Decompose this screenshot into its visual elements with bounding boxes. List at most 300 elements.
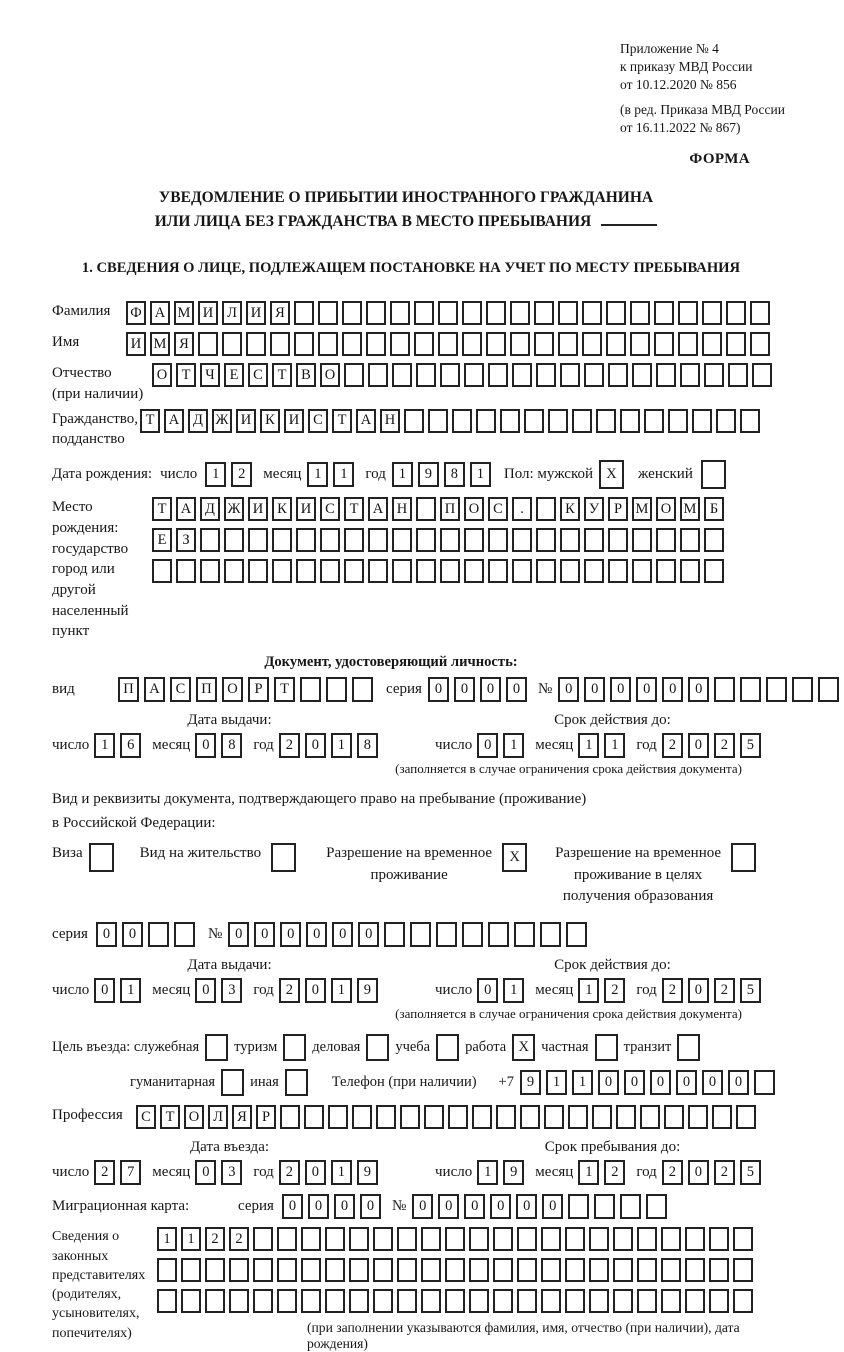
- purpose-tourism-box[interactable]: [283, 1034, 306, 1061]
- birth-place-char-box[interactable]: [152, 559, 172, 583]
- stay-day-box[interactable]: 1: [477, 1160, 498, 1185]
- entry-day-box[interactable]: 7: [120, 1160, 141, 1185]
- profession-char-box[interactable]: [304, 1105, 324, 1129]
- doc-issue-year-box[interactable]: 2: [279, 733, 300, 758]
- representatives-char-box[interactable]: [733, 1227, 753, 1251]
- birth-place-char-box[interactable]: П: [440, 497, 460, 521]
- residence-valid-year-box[interactable]: 5: [740, 978, 761, 1003]
- birth-year-box[interactable]: 9: [418, 462, 439, 487]
- birth-place-char-box[interactable]: А: [176, 497, 196, 521]
- birth-place-char-box[interactable]: [344, 559, 364, 583]
- name-char-box[interactable]: [438, 332, 458, 356]
- doc-number-box[interactable]: [766, 677, 787, 702]
- name-char-box[interactable]: И: [126, 332, 146, 356]
- residence-number-box[interactable]: 0: [280, 922, 301, 947]
- surname-char-box[interactable]: [534, 301, 554, 325]
- doc-seria-box[interactable]: 0: [454, 677, 475, 702]
- surname-char-box[interactable]: [582, 301, 602, 325]
- birth-place-char-box[interactable]: Д: [200, 497, 220, 521]
- representatives-char-box[interactable]: [733, 1258, 753, 1282]
- profession-char-box[interactable]: Я: [232, 1105, 252, 1129]
- surname-char-box[interactable]: Л: [222, 301, 242, 325]
- residence-issue-day-box[interactable]: 1: [120, 978, 141, 1003]
- birth-place-char-box[interactable]: [368, 559, 388, 583]
- representatives-char-box[interactable]: [517, 1258, 537, 1282]
- citizenship-char-box[interactable]: Н: [380, 409, 400, 433]
- citizenship-char-box[interactable]: [524, 409, 544, 433]
- profession-char-box[interactable]: Т: [160, 1105, 180, 1129]
- profession-char-box[interactable]: [328, 1105, 348, 1129]
- name-char-box[interactable]: [582, 332, 602, 356]
- representatives-char-box[interactable]: [301, 1289, 321, 1313]
- representatives-char-box[interactable]: [565, 1289, 585, 1313]
- residence-number-box[interactable]: 0: [332, 922, 353, 947]
- migration-number-box[interactable]: 0: [438, 1194, 459, 1219]
- representatives-char-box[interactable]: [373, 1227, 393, 1251]
- residence-number-box[interactable]: [514, 922, 535, 947]
- residence-number-box[interactable]: 0: [254, 922, 275, 947]
- citizenship-char-box[interactable]: [404, 409, 424, 433]
- birth-place-char-box[interactable]: [200, 528, 220, 552]
- birth-place-char-box[interactable]: С: [320, 497, 340, 521]
- doc-number-box[interactable]: [818, 677, 839, 702]
- doc-type-char-box[interactable]: О: [222, 677, 243, 702]
- birth-place-char-box[interactable]: [416, 497, 436, 521]
- residence-number-box[interactable]: [462, 922, 483, 947]
- doc-type-char-box[interactable]: С: [170, 677, 191, 702]
- representatives-char-box[interactable]: [469, 1289, 489, 1313]
- purpose-business-box[interactable]: [366, 1034, 389, 1061]
- birth-place-char-box[interactable]: [296, 559, 316, 583]
- representatives-char-box[interactable]: [589, 1227, 609, 1251]
- profession-char-box[interactable]: [496, 1105, 516, 1129]
- residence-seria-box[interactable]: [174, 922, 195, 947]
- representatives-char-box[interactable]: [157, 1289, 177, 1313]
- representatives-char-box[interactable]: [277, 1258, 297, 1282]
- representatives-char-box[interactable]: [541, 1258, 561, 1282]
- birth-place-char-box[interactable]: [560, 559, 580, 583]
- profession-char-box[interactable]: [568, 1105, 588, 1129]
- surname-char-box[interactable]: [390, 301, 410, 325]
- citizenship-char-box[interactable]: А: [356, 409, 376, 433]
- profession-char-box[interactable]: [736, 1105, 756, 1129]
- visa-box[interactable]: [89, 843, 114, 872]
- residence-number-box[interactable]: [436, 922, 457, 947]
- profession-char-box[interactable]: Л: [208, 1105, 228, 1129]
- patronymic-char-box[interactable]: [656, 363, 676, 387]
- representatives-char-box[interactable]: [325, 1289, 345, 1313]
- profession-char-box[interactable]: [544, 1105, 564, 1129]
- residence-number-box[interactable]: [488, 922, 509, 947]
- birth-place-char-box[interactable]: О: [656, 497, 676, 521]
- patronymic-char-box[interactable]: [560, 363, 580, 387]
- entry-year-box[interactable]: 1: [331, 1160, 352, 1185]
- citizenship-char-box[interactable]: Т: [332, 409, 352, 433]
- surname-char-box[interactable]: [558, 301, 578, 325]
- representatives-char-box[interactable]: [397, 1289, 417, 1313]
- representatives-char-box[interactable]: [469, 1227, 489, 1251]
- residence-valid-month-box[interactable]: 1: [578, 978, 599, 1003]
- doc-issue-day-box[interactable]: 6: [120, 733, 141, 758]
- birth-month-box[interactable]: 1: [333, 462, 354, 487]
- profession-char-box[interactable]: [376, 1105, 396, 1129]
- citizenship-char-box[interactable]: И: [236, 409, 256, 433]
- surname-char-box[interactable]: [630, 301, 650, 325]
- representatives-char-box[interactable]: [301, 1258, 321, 1282]
- entry-year-box[interactable]: 9: [357, 1160, 378, 1185]
- birth-place-char-box[interactable]: Т: [344, 497, 364, 521]
- birth-place-char-box[interactable]: У: [584, 497, 604, 521]
- name-char-box[interactable]: [606, 332, 626, 356]
- doc-number-box[interactable]: 0: [584, 677, 605, 702]
- citizenship-char-box[interactable]: [596, 409, 616, 433]
- doc-number-box[interactable]: [714, 677, 735, 702]
- birth-place-char-box[interactable]: [584, 559, 604, 583]
- birth-place-char-box[interactable]: .: [512, 497, 532, 521]
- representatives-char-box[interactable]: [493, 1258, 513, 1282]
- representatives-char-box[interactable]: [637, 1289, 657, 1313]
- representatives-char-box[interactable]: 2: [205, 1227, 225, 1251]
- representatives-char-box[interactable]: [349, 1227, 369, 1251]
- doc-number-box[interactable]: [740, 677, 761, 702]
- citizenship-char-box[interactable]: [476, 409, 496, 433]
- birth-place-char-box[interactable]: К: [272, 497, 292, 521]
- residence-seria-box[interactable]: 0: [96, 922, 117, 947]
- residence-valid-day-box[interactable]: 0: [477, 978, 498, 1003]
- birth-place-char-box[interactable]: А: [368, 497, 388, 521]
- profession-char-box[interactable]: О: [184, 1105, 204, 1129]
- representatives-char-box[interactable]: [277, 1289, 297, 1313]
- doc-valid-year-box[interactable]: 2: [662, 733, 683, 758]
- name-char-box[interactable]: [366, 332, 386, 356]
- birth-place-char-box[interactable]: [536, 559, 556, 583]
- doc-number-box[interactable]: [792, 677, 813, 702]
- name-char-box[interactable]: [318, 332, 338, 356]
- birth-place-char-box[interactable]: О: [464, 497, 484, 521]
- purpose-humanitarian-box[interactable]: [221, 1069, 244, 1096]
- phone-digit-box[interactable]: 0: [702, 1070, 723, 1095]
- residence-issue-year-box[interactable]: 0: [305, 978, 326, 1003]
- representatives-char-box[interactable]: [397, 1227, 417, 1251]
- residence-issue-year-box[interactable]: 2: [279, 978, 300, 1003]
- stay-month-box[interactable]: 2: [604, 1160, 625, 1185]
- birth-place-char-box[interactable]: [488, 528, 508, 552]
- citizenship-char-box[interactable]: [572, 409, 592, 433]
- phone-digit-box[interactable]: 0: [624, 1070, 645, 1095]
- surname-char-box[interactable]: А: [150, 301, 170, 325]
- residence-issue-year-box[interactable]: 9: [357, 978, 378, 1003]
- representatives-char-box[interactable]: [301, 1227, 321, 1251]
- citizenship-char-box[interactable]: [692, 409, 712, 433]
- surname-char-box[interactable]: [702, 301, 722, 325]
- doc-valid-year-box[interactable]: 2: [714, 733, 735, 758]
- representatives-char-box[interactable]: 1: [157, 1227, 177, 1251]
- birth-place-char-box[interactable]: М: [632, 497, 652, 521]
- profession-char-box[interactable]: [520, 1105, 540, 1129]
- migration-number-box[interactable]: 0: [464, 1194, 485, 1219]
- representatives-char-box[interactable]: [253, 1289, 273, 1313]
- birth-place-char-box[interactable]: [392, 528, 412, 552]
- name-char-box[interactable]: [222, 332, 242, 356]
- representatives-char-box[interactable]: [685, 1289, 705, 1313]
- birth-year-box[interactable]: 1: [392, 462, 413, 487]
- citizenship-char-box[interactable]: И: [284, 409, 304, 433]
- name-char-box[interactable]: [558, 332, 578, 356]
- surname-char-box[interactable]: [510, 301, 530, 325]
- stay-year-box[interactable]: 2: [662, 1160, 683, 1185]
- citizenship-char-box[interactable]: К: [260, 409, 280, 433]
- patronymic-char-box[interactable]: Е: [224, 363, 244, 387]
- birth-place-char-box[interactable]: [488, 559, 508, 583]
- birth-place-char-box[interactable]: [416, 559, 436, 583]
- sex-male-box[interactable]: X: [599, 460, 624, 489]
- name-char-box[interactable]: [510, 332, 530, 356]
- patronymic-char-box[interactable]: [368, 363, 388, 387]
- birth-month-box[interactable]: 1: [307, 462, 328, 487]
- stay-year-box[interactable]: 2: [714, 1160, 735, 1185]
- representatives-char-box[interactable]: [325, 1227, 345, 1251]
- doc-issue-year-box[interactable]: 8: [357, 733, 378, 758]
- patronymic-char-box[interactable]: [488, 363, 508, 387]
- doc-valid-day-box[interactable]: 0: [477, 733, 498, 758]
- entry-month-box[interactable]: 0: [195, 1160, 216, 1185]
- representatives-char-box[interactable]: [253, 1227, 273, 1251]
- patronymic-char-box[interactable]: Т: [176, 363, 196, 387]
- rvp-education-box[interactable]: [731, 843, 756, 872]
- doc-type-char-box[interactable]: Т: [274, 677, 295, 702]
- birth-place-char-box[interactable]: И: [248, 497, 268, 521]
- profession-char-box[interactable]: [448, 1105, 468, 1129]
- doc-type-char-box[interactable]: Р: [248, 677, 269, 702]
- representatives-char-box[interactable]: [157, 1258, 177, 1282]
- representatives-char-box[interactable]: [373, 1258, 393, 1282]
- migration-seria-box[interactable]: 0: [360, 1194, 381, 1219]
- representatives-char-box[interactable]: [397, 1258, 417, 1282]
- birth-place-char-box[interactable]: К: [560, 497, 580, 521]
- profession-char-box[interactable]: [664, 1105, 684, 1129]
- birth-place-char-box[interactable]: [344, 528, 364, 552]
- representatives-char-box[interactable]: [349, 1289, 369, 1313]
- citizenship-char-box[interactable]: [716, 409, 736, 433]
- residence-number-box[interactable]: 0: [306, 922, 327, 947]
- profession-char-box[interactable]: [640, 1105, 660, 1129]
- name-char-box[interactable]: [726, 332, 746, 356]
- birth-place-char-box[interactable]: [584, 528, 604, 552]
- name-char-box[interactable]: Я: [174, 332, 194, 356]
- representatives-char-box[interactable]: [205, 1258, 225, 1282]
- patronymic-char-box[interactable]: [392, 363, 412, 387]
- patronymic-char-box[interactable]: [728, 363, 748, 387]
- residence-issue-day-box[interactable]: 0: [94, 978, 115, 1003]
- doc-valid-month-box[interactable]: 1: [578, 733, 599, 758]
- doc-number-box[interactable]: 0: [662, 677, 683, 702]
- birth-place-char-box[interactable]: [200, 559, 220, 583]
- birth-place-char-box[interactable]: [512, 559, 532, 583]
- birth-place-char-box[interactable]: И: [296, 497, 316, 521]
- purpose-private-box[interactable]: [595, 1034, 618, 1061]
- representatives-char-box[interactable]: [613, 1227, 633, 1251]
- representatives-char-box[interactable]: [613, 1258, 633, 1282]
- birth-day-box[interactable]: 1: [205, 462, 226, 487]
- name-char-box[interactable]: [534, 332, 554, 356]
- representatives-char-box[interactable]: [229, 1258, 249, 1282]
- surname-char-box[interactable]: И: [246, 301, 266, 325]
- doc-issue-year-box[interactable]: 1: [331, 733, 352, 758]
- doc-valid-year-box[interactable]: 0: [688, 733, 709, 758]
- birth-place-char-box[interactable]: [272, 559, 292, 583]
- profession-char-box[interactable]: [280, 1105, 300, 1129]
- surname-char-box[interactable]: [366, 301, 386, 325]
- doc-type-char-box[interactable]: П: [196, 677, 217, 702]
- birth-place-char-box[interactable]: С: [488, 497, 508, 521]
- surname-char-box[interactable]: [654, 301, 674, 325]
- birth-place-char-box[interactable]: [176, 559, 196, 583]
- surname-char-box[interactable]: Ф: [126, 301, 146, 325]
- doc-issue-year-box[interactable]: 0: [305, 733, 326, 758]
- patronymic-char-box[interactable]: [512, 363, 532, 387]
- doc-valid-month-box[interactable]: 1: [604, 733, 625, 758]
- doc-number-box[interactable]: 0: [636, 677, 657, 702]
- patronymic-char-box[interactable]: [344, 363, 364, 387]
- representatives-char-box[interactable]: [661, 1258, 681, 1282]
- name-char-box[interactable]: [654, 332, 674, 356]
- birth-place-char-box[interactable]: [320, 559, 340, 583]
- representatives-char-box[interactable]: [325, 1258, 345, 1282]
- residence-number-box[interactable]: [540, 922, 561, 947]
- representatives-char-box[interactable]: [613, 1289, 633, 1313]
- doc-issue-day-box[interactable]: 1: [94, 733, 115, 758]
- doc-issue-month-box[interactable]: 0: [195, 733, 216, 758]
- residence-number-box[interactable]: [410, 922, 431, 947]
- birth-place-char-box[interactable]: [440, 528, 460, 552]
- migration-seria-box[interactable]: 0: [334, 1194, 355, 1219]
- residence-issue-month-box[interactable]: 3: [221, 978, 242, 1003]
- residence-permit-box[interactable]: [271, 843, 296, 872]
- birth-place-char-box[interactable]: [680, 528, 700, 552]
- migration-number-box[interactable]: 0: [516, 1194, 537, 1219]
- surname-char-box[interactable]: [462, 301, 482, 325]
- profession-char-box[interactable]: [616, 1105, 636, 1129]
- doc-seria-box[interactable]: 0: [480, 677, 501, 702]
- doc-number-box[interactable]: 0: [688, 677, 709, 702]
- birth-place-char-box[interactable]: [296, 528, 316, 552]
- representatives-char-box[interactable]: [493, 1227, 513, 1251]
- citizenship-char-box[interactable]: Т: [140, 409, 160, 433]
- birth-place-char-box[interactable]: З: [176, 528, 196, 552]
- birth-place-char-box[interactable]: [248, 559, 268, 583]
- representatives-char-box[interactable]: 1: [181, 1227, 201, 1251]
- birth-place-char-box[interactable]: М: [680, 497, 700, 521]
- entry-year-box[interactable]: 0: [305, 1160, 326, 1185]
- residence-seria-box[interactable]: [148, 922, 169, 947]
- sex-female-box[interactable]: [701, 460, 726, 489]
- residence-valid-day-box[interactable]: 1: [503, 978, 524, 1003]
- birth-place-char-box[interactable]: [440, 559, 460, 583]
- migration-number-box[interactable]: 0: [490, 1194, 511, 1219]
- birth-place-char-box[interactable]: [656, 559, 676, 583]
- entry-day-box[interactable]: 2: [94, 1160, 115, 1185]
- representatives-char-box[interactable]: [541, 1227, 561, 1251]
- surname-char-box[interactable]: [750, 301, 770, 325]
- patronymic-char-box[interactable]: О: [152, 363, 172, 387]
- birth-place-char-box[interactable]: [560, 528, 580, 552]
- name-char-box[interactable]: [342, 332, 362, 356]
- birth-place-char-box[interactable]: Е: [152, 528, 172, 552]
- surname-char-box[interactable]: [318, 301, 338, 325]
- representatives-char-box[interactable]: [709, 1227, 729, 1251]
- residence-number-box[interactable]: 0: [358, 922, 379, 947]
- name-char-box[interactable]: [198, 332, 218, 356]
- birth-place-char-box[interactable]: [704, 559, 724, 583]
- birth-place-char-box[interactable]: [632, 528, 652, 552]
- birth-place-char-box[interactable]: [320, 528, 340, 552]
- representatives-char-box[interactable]: [445, 1258, 465, 1282]
- representatives-char-box[interactable]: [685, 1227, 705, 1251]
- profession-char-box[interactable]: Р: [256, 1105, 276, 1129]
- representatives-char-box[interactable]: [421, 1227, 441, 1251]
- migration-seria-box[interactable]: 0: [308, 1194, 329, 1219]
- citizenship-char-box[interactable]: С: [308, 409, 328, 433]
- doc-issue-month-box[interactable]: 8: [221, 733, 242, 758]
- representatives-char-box[interactable]: [709, 1289, 729, 1313]
- doc-valid-day-box[interactable]: 1: [503, 733, 524, 758]
- birth-place-char-box[interactable]: Р: [608, 497, 628, 521]
- profession-char-box[interactable]: [352, 1105, 372, 1129]
- patronymic-char-box[interactable]: Ч: [200, 363, 220, 387]
- representatives-char-box[interactable]: [541, 1289, 561, 1313]
- birth-place-char-box[interactable]: Т: [152, 497, 172, 521]
- surname-char-box[interactable]: [678, 301, 698, 325]
- profession-char-box[interactable]: [688, 1105, 708, 1129]
- stay-month-box[interactable]: 1: [578, 1160, 599, 1185]
- representatives-char-box[interactable]: [733, 1289, 753, 1313]
- representatives-char-box[interactable]: [421, 1289, 441, 1313]
- doc-valid-year-box[interactable]: 5: [740, 733, 761, 758]
- stay-day-box[interactable]: 9: [503, 1160, 524, 1185]
- birth-place-char-box[interactable]: [464, 528, 484, 552]
- surname-char-box[interactable]: [606, 301, 626, 325]
- name-char-box[interactable]: [462, 332, 482, 356]
- name-char-box[interactable]: [246, 332, 266, 356]
- phone-digit-box[interactable]: [754, 1070, 775, 1095]
- representatives-char-box[interactable]: [661, 1227, 681, 1251]
- purpose-transit-box[interactable]: [677, 1034, 700, 1061]
- patronymic-char-box[interactable]: [608, 363, 628, 387]
- representatives-char-box[interactable]: [253, 1258, 273, 1282]
- birth-place-char-box[interactable]: [368, 528, 388, 552]
- residence-number-box[interactable]: [566, 922, 587, 947]
- profession-char-box[interactable]: [472, 1105, 492, 1129]
- representatives-char-box[interactable]: [637, 1227, 657, 1251]
- birth-place-char-box[interactable]: [608, 559, 628, 583]
- representatives-char-box[interactable]: [421, 1258, 441, 1282]
- doc-number-box[interactable]: 0: [558, 677, 579, 702]
- surname-char-box[interactable]: Я: [270, 301, 290, 325]
- birth-place-char-box[interactable]: Ж: [224, 497, 244, 521]
- representatives-char-box[interactable]: [469, 1258, 489, 1282]
- birth-place-char-box[interactable]: [416, 528, 436, 552]
- representatives-char-box[interactable]: [181, 1258, 201, 1282]
- entry-month-box[interactable]: 3: [221, 1160, 242, 1185]
- rvp-box[interactable]: X: [502, 843, 527, 872]
- migration-seria-box[interactable]: 0: [282, 1194, 303, 1219]
- citizenship-char-box[interactable]: А: [164, 409, 184, 433]
- birth-year-box[interactable]: 8: [444, 462, 465, 487]
- birth-place-char-box[interactable]: [224, 559, 244, 583]
- surname-char-box[interactable]: М: [174, 301, 194, 325]
- name-char-box[interactable]: [414, 332, 434, 356]
- doc-type-char-box[interactable]: [326, 677, 347, 702]
